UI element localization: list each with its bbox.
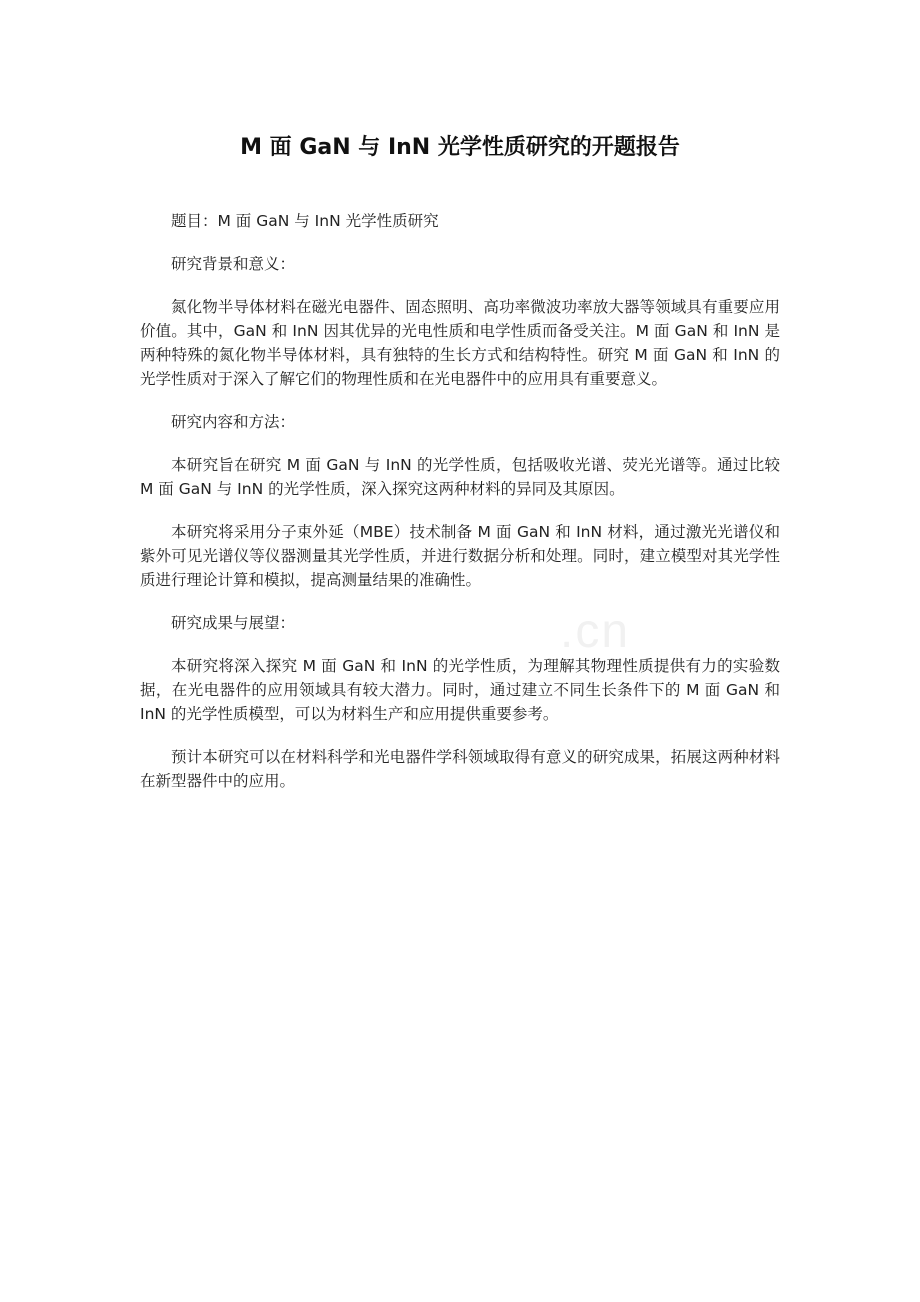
paragraph-outlook-2: 预计本研究可以在材料科学和光电器件学科领域取得有意义的研究成果，拓展这两种材料在新型器件中的应用。 bbox=[140, 748, 780, 790]
section-heading-background: 研究背景和意义： bbox=[171, 255, 296, 273]
subject-line: 题目：M 面 GaN 与 InN 光学性质研究 bbox=[171, 212, 439, 230]
paragraph-background: 氮化物半导体材料在磁光电器件、固态照明、高功率微波功率放大器等领域具有重要应用价值。其中，GaN 和 InN 因其优异的光电性质和电学性质而备受关注。M 面 GaN 和 InN 是两种特殊的氮化物半导体材料，具有独特的生长方式和结构特性。研究 M 面 GaN 和 InN 的光学性质对于深入了解它们的物理性质和在光电器件中的应用具有重要意义。 bbox=[140, 298, 780, 388]
section-heading-outlook: 研究成果与展望： bbox=[171, 614, 296, 632]
paragraph-outlook-1: 本研究将深入探究 M 面 GaN 和 InN 的光学性质，为理解其物理性质提供有力的实验数据，在光电器件的应用领域具有较大潜力。同时，通过建立不同生长条件下的 M 面 GaN 和 InN 的光学性质模型，可以为材料生产和应用提供重要参考。 bbox=[140, 657, 780, 723]
document-title: M 面 GaN 与 InN 光学性质研究的开题报告 bbox=[240, 135, 680, 160]
section-heading-methods: 研究内容和方法： bbox=[171, 413, 296, 431]
paragraph-methods-2: 本研究将采用分子束外延（MBE）技术制备 M 面 GaN 和 InN 材料，通过激光光谱仪和紫外可见光谱仪等仪器测量其光学性质，并进行数据分析和处理。同时，建立模型对其光学性质进行理论计算和模拟，提高测量结果的准确性。 bbox=[140, 523, 780, 589]
paragraph-methods-1: 本研究旨在研究 M 面 GaN 与 InN 的光学性质，包括吸收光谱、荧光光谱等。通过比较 M 面 GaN 与 InN 的光学性质，深入探究这两种材料的异同及其原因。 bbox=[140, 456, 780, 498]
watermark: .cn bbox=[560, 605, 631, 658]
document-body bbox=[140, 209, 780, 812]
